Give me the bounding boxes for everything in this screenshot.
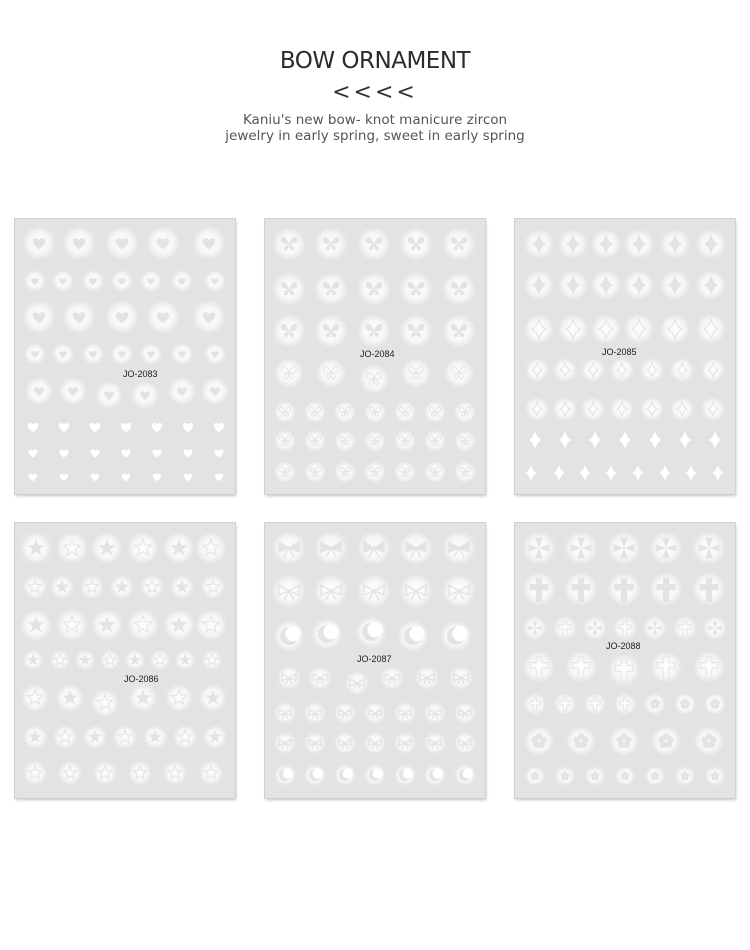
star-sticker-grid xyxy=(15,523,235,798)
moon-cutout xyxy=(452,626,467,641)
bow-knot-icon xyxy=(329,589,333,593)
sticker-sheet-jo-2087 xyxy=(265,523,485,798)
heart-icon xyxy=(214,423,224,432)
sticker-sheet-jo-2088 xyxy=(515,523,735,798)
heart-icon xyxy=(28,423,38,432)
bow-knot-icon xyxy=(464,712,466,714)
sparkle-icon xyxy=(579,465,590,481)
bow-knot-icon xyxy=(404,712,406,714)
heart-icon xyxy=(183,450,192,458)
heart-icon xyxy=(214,450,223,458)
sparkle-icon xyxy=(712,465,723,481)
bow-knot-icon xyxy=(434,712,436,714)
flower-petal-icon xyxy=(711,773,715,777)
flower-petal-icon xyxy=(650,701,655,706)
flower-petal-icon xyxy=(681,773,685,777)
sparkle-icon xyxy=(529,431,542,449)
bow-knot-icon xyxy=(356,682,359,685)
moon-cutout xyxy=(283,768,293,778)
bow-knot-icon xyxy=(314,712,316,714)
sparkle-icon xyxy=(589,431,602,449)
bow-knot-icon xyxy=(344,742,346,744)
sparkle-icon xyxy=(709,431,722,449)
flower-petal-icon xyxy=(573,736,580,743)
bow-knot-icon xyxy=(374,712,376,714)
flower-petal-icon xyxy=(710,701,715,706)
bow-knot-icon xyxy=(404,742,406,744)
bow-knot-icon xyxy=(329,546,333,550)
heart-icon xyxy=(215,474,223,481)
bow-knot-icon xyxy=(288,677,291,680)
product-code: JO-2084 xyxy=(360,349,395,359)
moon-cutout xyxy=(285,626,300,641)
heart-icon xyxy=(60,474,68,481)
bow-knot-icon xyxy=(372,546,376,550)
heart-icon xyxy=(91,474,99,481)
sparkle-icon xyxy=(525,465,536,481)
sparkle-icon xyxy=(659,465,670,481)
heart-icon xyxy=(153,474,161,481)
bow-knot-icon xyxy=(374,742,376,744)
bow-knot-icon xyxy=(457,546,461,550)
sparkle-icon xyxy=(619,431,632,449)
flower-petal-icon xyxy=(531,736,538,743)
flower-petal-icon xyxy=(561,773,565,777)
heart-icon xyxy=(184,474,192,481)
cross-flower-sticker-grid xyxy=(515,523,735,798)
bow-knot-icon xyxy=(284,712,286,714)
flower-petal-icon xyxy=(651,773,655,777)
flower-petal-icon xyxy=(701,736,708,743)
flower-petal-icon xyxy=(621,773,625,777)
heart-icon xyxy=(29,474,37,481)
product-code: JO-2085 xyxy=(602,347,637,357)
heart-icon xyxy=(59,423,69,432)
heart-icon xyxy=(152,450,161,458)
bow-knot-icon xyxy=(372,589,376,593)
bow-knot-icon xyxy=(414,589,418,593)
moon-cutout xyxy=(373,768,383,778)
heart-icon xyxy=(121,450,130,458)
arrow-chevrons: <<<< xyxy=(332,80,418,105)
bow-knot-icon xyxy=(460,677,463,680)
bow-knot-icon xyxy=(464,742,466,744)
moon-cutout xyxy=(313,768,323,778)
bow-knot-icon xyxy=(287,546,291,550)
moon-cutout xyxy=(403,768,413,778)
bow-knot-icon xyxy=(426,677,429,680)
product-code: JO-2083 xyxy=(123,369,158,379)
moon-cutout xyxy=(323,624,338,639)
flower-petal-icon xyxy=(680,701,685,706)
heart-icon xyxy=(59,450,68,458)
heart-icon xyxy=(90,450,99,458)
moon-cutout xyxy=(343,768,353,778)
product-code: JO-2087 xyxy=(357,654,392,664)
moon-cutout xyxy=(433,768,443,778)
sparkle-icon xyxy=(685,465,696,481)
bow-knot-icon xyxy=(314,742,316,744)
sparkle-icon xyxy=(679,431,692,449)
flower-petal-icon xyxy=(616,736,623,743)
bow-knot-icon xyxy=(457,589,461,593)
bow-knot-icon xyxy=(344,712,346,714)
flower-petal-icon xyxy=(591,773,595,777)
sparkle-icon xyxy=(553,465,564,481)
sparkle-icon xyxy=(559,431,572,449)
flower-petal-icon xyxy=(531,773,535,777)
heart-icon xyxy=(90,423,100,432)
sticker-sheet-jo-2086 xyxy=(15,523,235,798)
bow-knot-icon xyxy=(391,677,394,680)
heart-sticker-grid xyxy=(15,219,235,494)
moon-cutout xyxy=(367,622,382,637)
product-code: JO-2088 xyxy=(606,641,641,651)
heart-icon xyxy=(183,423,193,432)
sticker-sheet-jo-2084 xyxy=(265,219,485,494)
product-code: JO-2086 xyxy=(124,674,159,684)
moon-cutout xyxy=(463,768,473,778)
page-title: BOW ORNAMENT xyxy=(279,48,471,74)
heart-icon xyxy=(28,450,37,458)
bow-knot-icon xyxy=(434,742,436,744)
heart-icon xyxy=(121,423,131,432)
bow-knot-icon xyxy=(319,677,322,680)
sparkle-icon xyxy=(605,465,616,481)
heart-icon xyxy=(122,474,130,481)
bow-knot-icon xyxy=(287,589,291,593)
moon-cutout xyxy=(409,626,424,641)
bow-knot-icon xyxy=(414,546,418,550)
flower-petal-icon xyxy=(658,736,665,743)
page-subtitle: Kaniu's new bow- knot manicure zircon jewelry in early spring, sweet in early spring xyxy=(225,112,525,144)
sticker-sheet-jo-2083 xyxy=(15,219,235,494)
sparkle-icon xyxy=(649,431,662,449)
sparkle-icon xyxy=(632,465,643,481)
sticker-sheet-jo-2085 xyxy=(515,219,735,494)
heart-icon xyxy=(152,423,162,432)
bow-knot-icon xyxy=(284,742,286,744)
